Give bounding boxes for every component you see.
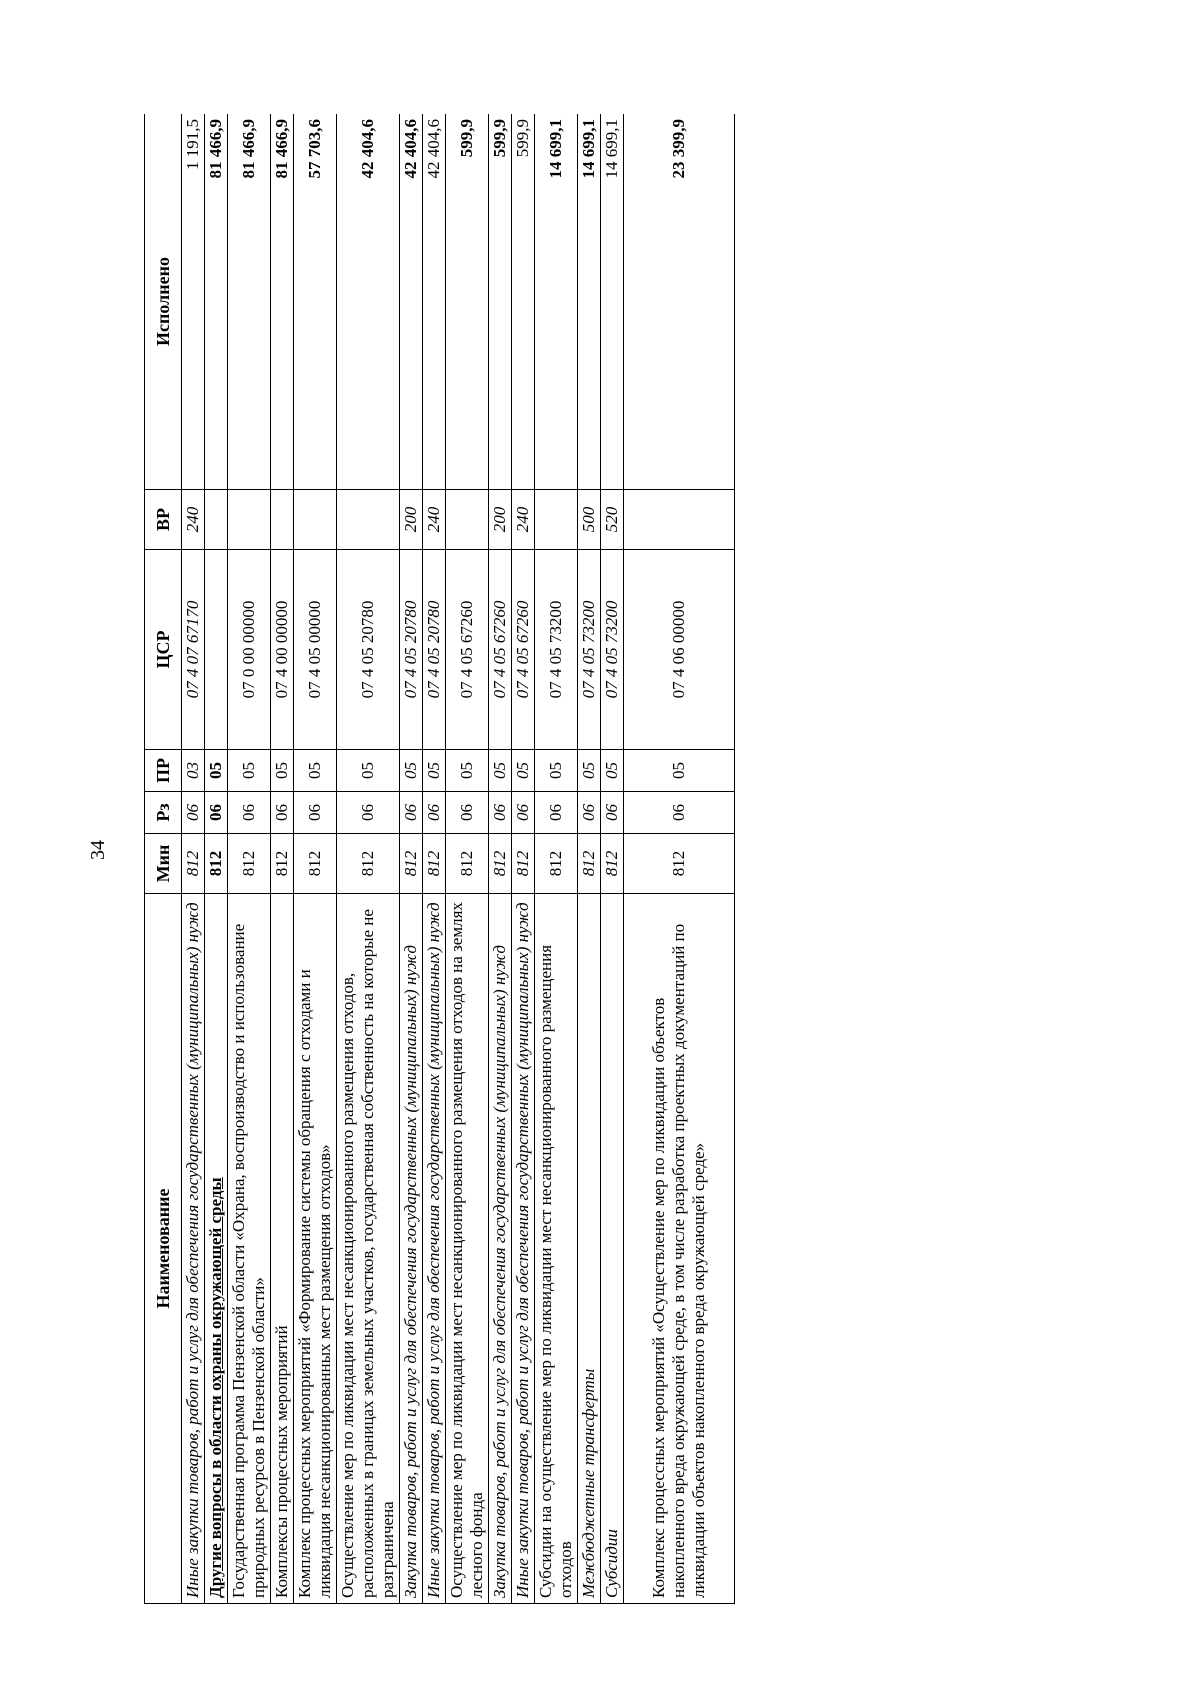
cell-name: Осуществление мер по ликвидации мест несанкционированного размещения отходов на землях лесного фонда [446, 894, 489, 1604]
table-row [578, 114, 601, 1604]
cell-pr: 05 [601, 750, 624, 792]
cell-rz: 06 [228, 792, 271, 834]
cell-min: 812 [271, 834, 294, 894]
header-name: Наименование [145, 894, 182, 1604]
cell-csr: 07 4 05 20780 [400, 550, 423, 750]
cell-min: 812 [601, 834, 624, 894]
cell-csr: 07 4 07 67170 [182, 550, 205, 750]
cell-name: Субсидии [601, 894, 624, 1604]
cell-amount: 81 466,9 [228, 114, 271, 490]
cell-pr: 05 [624, 750, 735, 792]
cell-rz: 06 [337, 792, 400, 834]
table-row [205, 114, 228, 1604]
table-row [489, 114, 512, 1604]
cell-name: Субсидии на осуществление мер по ликвидации мест несанкционированного размещения отходов [535, 894, 578, 1604]
cell-pr: 05 [205, 750, 228, 792]
table-row [294, 114, 337, 1604]
cell-name: Закупка товаров, работ и услуг для обеспечения государственных (муниципальных) нужд [400, 894, 423, 1604]
cell-min: 812 [400, 834, 423, 894]
cell-name: Иные закупки товаров, работ и услуг для обеспечения государственных (муниципальных) нужд [512, 894, 535, 1604]
table-row [271, 114, 294, 1604]
cell-min: 812 [294, 834, 337, 894]
cell-name: Иные закупки товаров, работ и услуг для обеспечения государственных (муниципальных) нужд [423, 894, 446, 1604]
cell-vr [446, 490, 489, 550]
table-body [182, 114, 735, 1604]
table-row [446, 114, 489, 1604]
cell-amount: 14 699,1 [601, 114, 624, 490]
cell-rz: 06 [400, 792, 423, 834]
cell-pr: 05 [228, 750, 271, 792]
cell-name: Другие вопросы в области охраны окружающей среды [205, 894, 228, 1604]
cell-pr: 05 [578, 750, 601, 792]
cell-pr: 05 [535, 750, 578, 792]
cell-name: Иные закупки товаров, работ и услуг для обеспечения государственных (муниципальных) нужд [182, 894, 205, 1604]
cell-pr: 03 [182, 750, 205, 792]
header-rz: Рз [145, 792, 182, 834]
cell-amount: 1 191,5 [182, 114, 205, 490]
cell-vr [337, 490, 400, 550]
cell-amount: 599,9 [446, 114, 489, 490]
cell-rz: 06 [489, 792, 512, 834]
cell-name: Государственная программа Пензенской области «Охрана, воспроизводство и использование природных ресурсов в Пензенской области» [228, 894, 271, 1604]
cell-pr: 05 [489, 750, 512, 792]
cell-csr: 07 4 05 20780 [337, 550, 400, 750]
table-row [535, 114, 578, 1604]
header-vr: ВР [145, 490, 182, 550]
cell-vr [228, 490, 271, 550]
cell-amount: 42 404,6 [423, 114, 446, 490]
cell-name: Комплекс процессных мероприятий «Формирование системы обращения с отходами и ликвидация несанкционированных мест размещения отходов» [294, 894, 337, 1604]
table-container [144, 114, 1004, 1604]
cell-csr: 07 4 05 20780 [423, 550, 446, 750]
cell-name: Закупка товаров, работ и услуг для обеспечения государственных (муниципальных) нужд [489, 894, 512, 1604]
cell-min: 812 [205, 834, 228, 894]
cell-min: 812 [624, 834, 735, 894]
cell-rz: 06 [205, 792, 228, 834]
cell-amount: 14 699,1 [578, 114, 601, 490]
cell-min: 812 [228, 834, 271, 894]
cell-vr: 240 [512, 490, 535, 550]
table-row [512, 114, 535, 1604]
cell-vr [271, 490, 294, 550]
table-row [182, 114, 205, 1604]
cell-rz: 06 [535, 792, 578, 834]
cell-csr: 07 4 05 67260 [446, 550, 489, 750]
cell-pr: 05 [271, 750, 294, 792]
cell-min: 812 [446, 834, 489, 894]
cell-vr: 240 [182, 490, 205, 550]
cell-csr [205, 550, 228, 750]
cell-amount: 57 703,6 [294, 114, 337, 490]
table-header-row [145, 114, 182, 1604]
cell-min: 812 [423, 834, 446, 894]
cell-min: 812 [512, 834, 535, 894]
cell-rz: 06 [446, 792, 489, 834]
cell-vr: 500 [578, 490, 601, 550]
cell-csr: 07 4 05 73200 [601, 550, 624, 750]
cell-vr: 240 [423, 490, 446, 550]
cell-amount: 14 699,1 [535, 114, 578, 490]
cell-rz: 06 [624, 792, 735, 834]
table-row [601, 114, 624, 1604]
cell-pr: 05 [400, 750, 423, 792]
budget-table [144, 114, 735, 1604]
cell-pr: 05 [446, 750, 489, 792]
cell-min: 812 [182, 834, 205, 894]
cell-vr: 200 [489, 490, 512, 550]
page-number: 34 [87, 840, 109, 860]
cell-csr: 07 4 00 00000 [271, 550, 294, 750]
cell-csr: 07 4 05 00000 [294, 550, 337, 750]
cell-pr: 05 [337, 750, 400, 792]
cell-csr: 07 0 00 00000 [228, 550, 271, 750]
cell-vr: 200 [400, 490, 423, 550]
rotated-page [144, 114, 1004, 1604]
cell-amount: 599,9 [512, 114, 535, 490]
header-amount: Исполнено [145, 114, 182, 490]
cell-min: 812 [337, 834, 400, 894]
cell-rz: 06 [294, 792, 337, 834]
cell-csr: 07 4 05 73200 [578, 550, 601, 750]
table-row [400, 114, 423, 1604]
header-pr: ПР [145, 750, 182, 792]
header-min: Мин [145, 834, 182, 894]
cell-vr [205, 490, 228, 550]
cell-name: Комплексы процессных мероприятий [271, 894, 294, 1604]
cell-min: 812 [535, 834, 578, 894]
cell-name: Осуществление мер по ликвидации мест несанкционированного размещения отходов, расположенных в границах земельных участков, государственная собственность на которые не разграничена [337, 894, 400, 1604]
cell-vr [535, 490, 578, 550]
table-row [228, 114, 271, 1604]
cell-pr: 05 [423, 750, 446, 792]
cell-name: Комплекс процессных мероприятий «Осуществление мер по ликвидации объектов накопленного вреда окружающей среде, в том числе разработка проектных документаций по ликвидации объектов накопленного вреда окружающей среде» [624, 894, 735, 1604]
cell-rz: 06 [512, 792, 535, 834]
cell-amount: 81 466,9 [205, 114, 228, 490]
table-row [624, 114, 735, 1604]
cell-rz: 06 [271, 792, 294, 834]
table-row [337, 114, 400, 1604]
cell-min: 812 [489, 834, 512, 894]
cell-csr: 07 4 05 67260 [512, 550, 535, 750]
cell-rz: 06 [182, 792, 205, 834]
cell-vr [624, 490, 735, 550]
cell-amount: 23 399,9 [624, 114, 735, 490]
cell-amount: 42 404,6 [400, 114, 423, 490]
cell-vr [294, 490, 337, 550]
cell-csr: 07 4 06 00000 [624, 550, 735, 750]
cell-vr: 520 [601, 490, 624, 550]
header-csr: ЦСР [145, 550, 182, 750]
cell-csr: 07 4 05 67260 [489, 550, 512, 750]
cell-amount: 599,9 [489, 114, 512, 490]
cell-amount: 81 466,9 [271, 114, 294, 490]
cell-pr: 05 [294, 750, 337, 792]
cell-csr: 07 4 05 73200 [535, 550, 578, 750]
cell-rz: 06 [601, 792, 624, 834]
cell-min: 812 [578, 834, 601, 894]
cell-rz: 06 [578, 792, 601, 834]
cell-name: Межбюджетные трансферты [578, 894, 601, 1604]
cell-pr: 05 [512, 750, 535, 792]
cell-amount: 42 404,6 [337, 114, 400, 490]
cell-rz: 06 [423, 792, 446, 834]
table-row [423, 114, 446, 1604]
